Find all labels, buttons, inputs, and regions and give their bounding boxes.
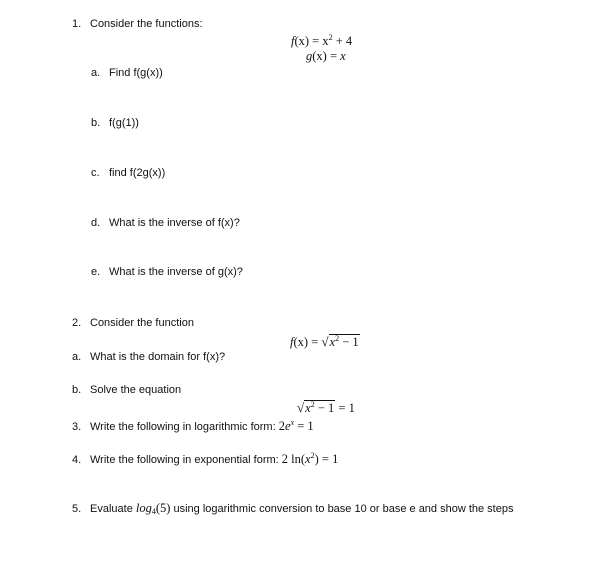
question-1-part-d: [91, 217, 240, 229]
question-3: [72, 419, 314, 434]
question-1: [72, 18, 203, 30]
equation-part: − 1: [314, 401, 335, 415]
question-1-part-b: [91, 117, 139, 129]
question-number: 5.: [72, 503, 82, 515]
question-4: [72, 452, 338, 467]
equation-part: = 1: [335, 401, 355, 415]
part-text: Find f(g(x)): [109, 67, 163, 79]
part-letter: d.: [91, 217, 101, 229]
log-base: 4: [151, 507, 156, 516]
question-text: Consider the function: [90, 317, 194, 329]
question-2: [72, 317, 194, 329]
equation-g: [306, 49, 346, 64]
exponent: 2: [335, 334, 340, 343]
func-name: f: [291, 34, 295, 48]
part-letter: e.: [91, 266, 101, 278]
variable: x: [329, 335, 336, 349]
equation-part: 2 ln(: [281, 452, 306, 466]
variable: x: [340, 49, 346, 63]
equation-f: [291, 34, 352, 49]
part-letter: c.: [91, 167, 100, 179]
base: e: [284, 419, 291, 433]
exponent: 2: [310, 451, 315, 460]
question-text: Write the following in logarithmic form:: [90, 421, 279, 433]
square-root: [321, 334, 359, 350]
coefficient: 2: [278, 419, 285, 433]
radical-sign: √: [297, 400, 305, 415]
radical-sign: √: [321, 334, 329, 349]
exponent: 2: [328, 33, 333, 42]
question-number: 4.: [72, 454, 82, 466]
question-text: Evaluate: [90, 503, 136, 515]
equation-part: (x) =: [312, 49, 341, 63]
equation-part: + 4: [332, 34, 353, 48]
exponent: x: [290, 418, 295, 427]
part-text: Solve the equation: [90, 384, 182, 396]
equation-sqrt-function: [290, 334, 360, 350]
radicand: [304, 400, 335, 415]
part-text: What is the domain for f(x)?: [90, 351, 226, 363]
part-letter: b.: [91, 117, 101, 129]
question-1-part-a: [91, 67, 163, 79]
square-root: [297, 400, 335, 416]
part-text: find f(2g(x)): [109, 167, 166, 179]
log-argument: (5): [155, 501, 171, 515]
equation-sqrt-solve: [297, 400, 355, 416]
equation-part: = 1: [294, 419, 314, 433]
equation-part: (x) = x: [294, 34, 329, 48]
exponent: 2: [310, 400, 315, 409]
equation-part: ) = 1: [314, 452, 339, 466]
question-2-part-b: [72, 384, 181, 396]
equation-log-base-4: [136, 501, 171, 515]
variable: x: [305, 401, 311, 415]
part-text: f(g(1)): [109, 117, 139, 129]
variable: x: [305, 452, 311, 466]
question-number: 3.: [72, 421, 82, 433]
equation-part: (x) =: [293, 335, 322, 349]
part-text: What is the inverse of g(x)?: [109, 266, 243, 278]
part-text: What is the inverse of f(x)?: [109, 217, 240, 229]
question-text-continued: using logarithmic conversion to base 10 or base e and show the steps: [170, 503, 514, 515]
equation-exponential: [279, 419, 314, 433]
question-text: Consider the functions:: [90, 18, 203, 30]
question-number: 1.: [72, 18, 82, 30]
equation-part: − 1: [339, 335, 359, 349]
part-letter: b.: [72, 384, 82, 396]
question-2-part-a: [72, 351, 225, 363]
part-letter: a.: [72, 351, 82, 363]
question-1-part-e: [91, 266, 243, 278]
question-1-part-c: [91, 167, 165, 179]
question-number: 2.: [72, 317, 82, 329]
radicand: [329, 334, 360, 349]
func-name: g: [306, 49, 313, 63]
question-text: Write the following in exponential form:: [90, 454, 282, 466]
log-function: log: [135, 501, 152, 515]
question-5: [72, 501, 513, 516]
part-letter: a.: [91, 67, 101, 79]
func-name: f: [290, 335, 294, 349]
equation-log: [282, 452, 339, 466]
